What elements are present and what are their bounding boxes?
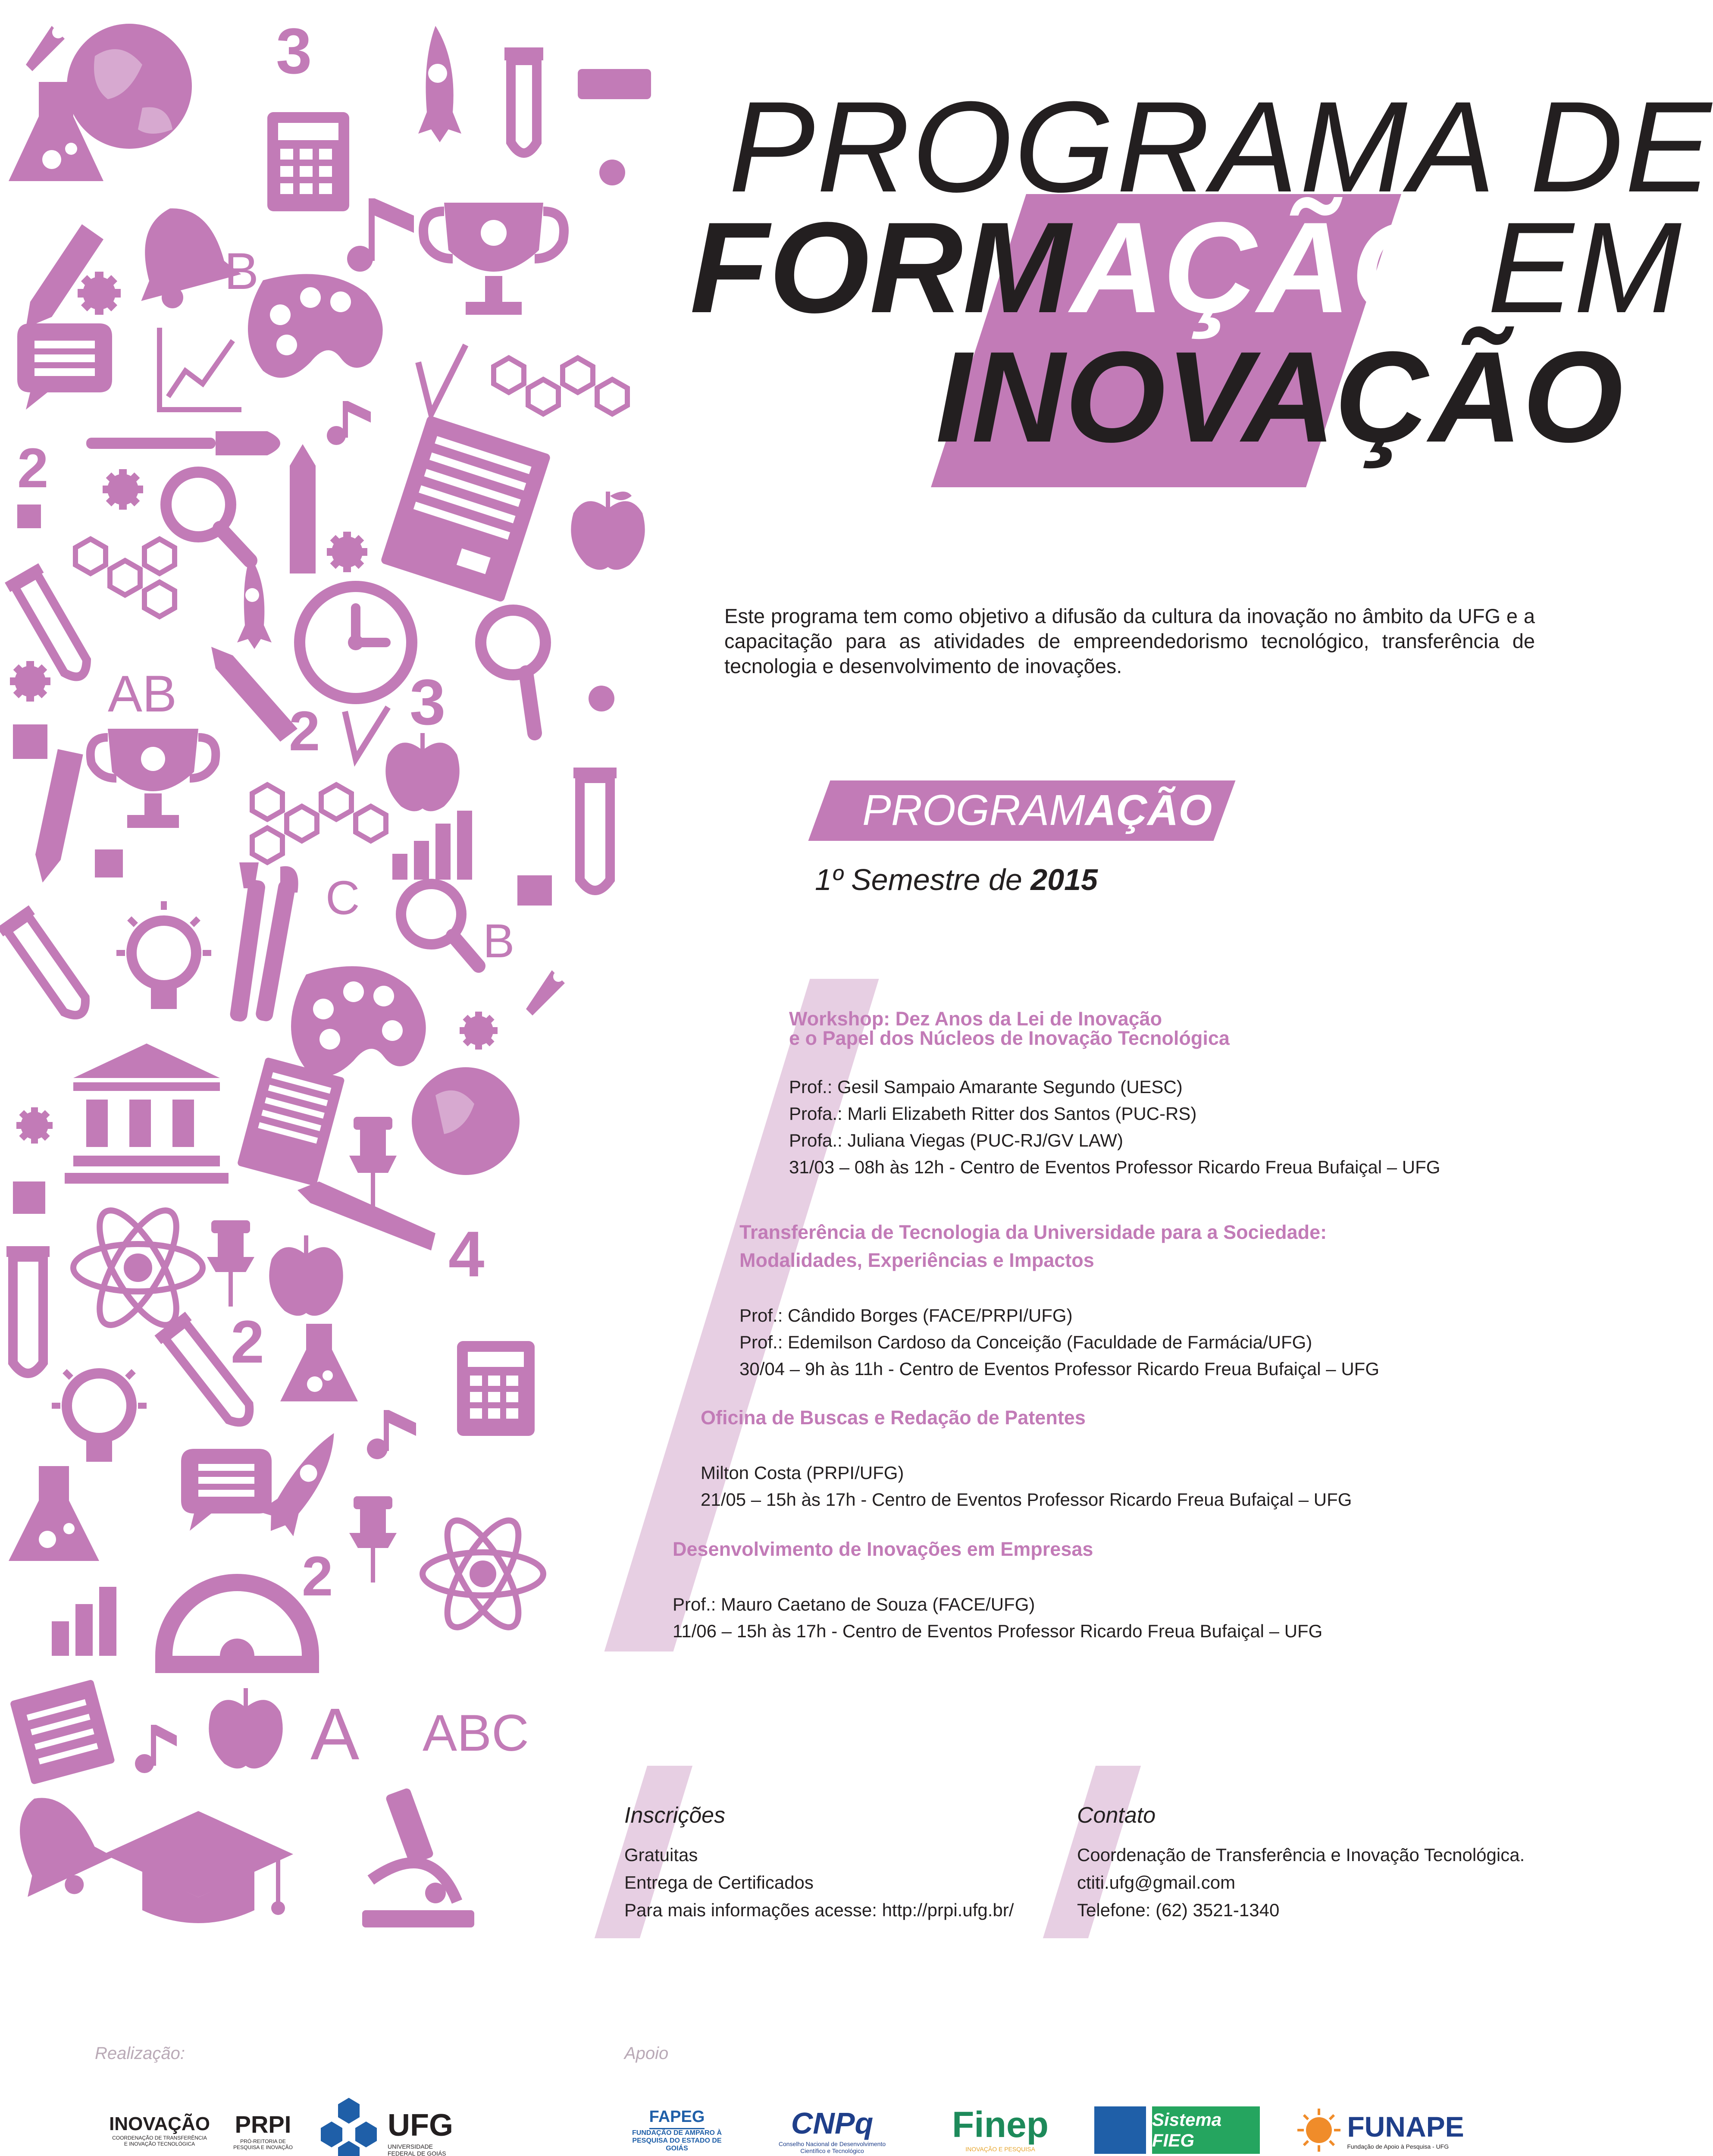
test-tube-icon bbox=[0, 906, 97, 1025]
protractor-icon bbox=[155, 1574, 319, 1673]
music-note-icon bbox=[367, 1410, 416, 1459]
event-1-line: Profa.: Juliana Viegas (PUC-RJ/GV LAW) bbox=[789, 1130, 1123, 1150]
molecule-icon bbox=[75, 539, 175, 617]
title-line-2 bbox=[690, 195, 1682, 340]
funape-sun-icon bbox=[1295, 2106, 1343, 2154]
bell-icon bbox=[120, 195, 241, 308]
event-1-line: Profa.: Marli Elizabeth Ritter dos Santos (PUC-RS) bbox=[789, 1103, 1197, 1124]
prpi-logo bbox=[226, 2104, 300, 2156]
inscricoes-link[interactable]: Para mais informações acesse: http://prpi.ufg.br/ bbox=[624, 1900, 1014, 1920]
event-3-line: 21/05 – 15h às 17h - Centro de Eventos Professor Ricardo Freua Bufaiçal – UFG bbox=[701, 1489, 1352, 1510]
funape-logo bbox=[1276, 2100, 1483, 2156]
event-2-line: Prof.: Edemilson Cardoso da Conceição (Faculdade de Farmácia/UFG) bbox=[739, 1332, 1312, 1352]
music-note-icon bbox=[135, 1725, 177, 1773]
paintbrush-icon bbox=[229, 862, 298, 1022]
event-2-line: Prof.: Cândido Borges (FACE/PRPI/UFG) bbox=[739, 1305, 1073, 1326]
event-2-line: 30/04 – 9h às 11h - Centro de Eventos Professor Ricardo Freua Bufaiçal – UFG bbox=[739, 1359, 1379, 1379]
ufg-logo-sub: UNIVERSIDADE FEDERAL DE GOIÁS bbox=[388, 2143, 446, 2156]
inscricoes-line: Gratuitas bbox=[624, 1845, 698, 1865]
bar-chart-icon bbox=[392, 811, 472, 880]
collage-svg bbox=[0, 0, 673, 1940]
fieg-emblem bbox=[1094, 2106, 1146, 2154]
palette-icon bbox=[291, 966, 426, 1076]
pen-nib-icon bbox=[526, 970, 565, 1015]
square-icon bbox=[13, 1181, 45, 1214]
molecule-icon bbox=[494, 358, 627, 414]
microscope-icon bbox=[362, 1787, 474, 1927]
lightbulb-icon bbox=[52, 1371, 147, 1462]
title-line-3 bbox=[936, 324, 1623, 469]
minus-icon bbox=[578, 69, 651, 99]
document-icon bbox=[380, 415, 551, 602]
title-formacao-a: FORM bbox=[690, 195, 1071, 340]
realizacao-label: Realização: bbox=[95, 2044, 185, 2063]
semester-prefix: 1º Semestre de bbox=[815, 863, 1031, 896]
apoio-label: Apoio bbox=[624, 2044, 669, 2063]
globe-icon bbox=[67, 24, 192, 149]
paintbrush-icon bbox=[86, 431, 280, 455]
lightbulb-icon bbox=[116, 901, 211, 1009]
title-inovacao-b: AÇÃO bbox=[1242, 324, 1623, 469]
fapeg-logo-sub: FUNDAÇÃO DE AMPARO À PESQUISA DO ESTADO DE GOIÁS bbox=[632, 2129, 722, 2152]
inovacao-logo-name: INOVAÇÃO bbox=[109, 2113, 210, 2134]
check-icon bbox=[418, 345, 466, 414]
apple-icon bbox=[385, 733, 459, 811]
pen-nib-icon bbox=[26, 26, 65, 71]
event-3-line: Milton Costa (PRPI/UFG) bbox=[701, 1463, 904, 1483]
event-1-line: 31/03 – 08h às 12h - Centro de Eventos Professor Ricardo Freua Bufaiçal – UFG bbox=[789, 1157, 1441, 1177]
gear-icon bbox=[16, 1107, 53, 1144]
glyph-2: 2 bbox=[17, 436, 49, 499]
clock-icon bbox=[300, 586, 412, 699]
bar-chart-icon bbox=[52, 1587, 116, 1656]
pushpin-icon bbox=[349, 1496, 397, 1583]
graduation-cap-icon bbox=[103, 1811, 293, 1923]
apple-icon bbox=[209, 1688, 282, 1768]
flask-icon bbox=[9, 1466, 99, 1561]
test-tube-icon bbox=[504, 47, 543, 153]
fapeg-logo bbox=[623, 2100, 731, 2156]
glyph-ab: AB bbox=[108, 665, 177, 723]
glyph-b: B bbox=[224, 242, 259, 300]
contato-phone: Telefone: (62) 3521-1340 bbox=[1077, 1900, 1280, 1920]
calculator-icon bbox=[457, 1341, 535, 1436]
finep-logo bbox=[923, 2096, 1078, 2156]
chat-bubble-icon bbox=[17, 323, 112, 410]
rocket-icon bbox=[237, 556, 272, 649]
event-1-title-1: Workshop: Dez Anos da Lei de Inovação bbox=[789, 1008, 1162, 1030]
square-icon bbox=[17, 505, 41, 528]
ufg-logo-name: UFG bbox=[388, 2108, 453, 2143]
event-4-line: 11/06 – 15h às 17h - Centro de Eventos Professor Ricardo Freua Bufaiçal – UFG bbox=[673, 1621, 1323, 1641]
semester-label bbox=[815, 862, 1098, 897]
title-formacao-b: AÇÃO bbox=[1071, 195, 1452, 340]
glyph-2: 2 bbox=[289, 699, 320, 762]
rocket-icon bbox=[418, 26, 461, 142]
inovacao-logo-sub: COORDENAÇÃO DE TRANSFERÊNCIA E INOVAÇÃO TECNOLÓGICA bbox=[112, 2135, 207, 2147]
contato-heading: Contato bbox=[1077, 1803, 1156, 1828]
square-icon bbox=[13, 724, 47, 759]
gear-icon bbox=[10, 661, 50, 702]
inovacao-logo bbox=[106, 2104, 213, 2156]
test-tube-icon bbox=[573, 768, 617, 890]
inscricoes-line: Entrega de Certificados bbox=[624, 1872, 814, 1893]
glyph-3: 3 bbox=[410, 666, 446, 738]
square-icon bbox=[95, 849, 123, 877]
cnpq-logo bbox=[759, 2100, 905, 2156]
document-icon bbox=[237, 1057, 345, 1186]
title-inovacao-a: INOV bbox=[936, 324, 1243, 469]
calculator-icon bbox=[267, 112, 349, 211]
music-note-icon bbox=[347, 198, 414, 272]
flask-icon bbox=[280, 1324, 358, 1401]
cnpq-logo-name: CNPq bbox=[791, 2106, 874, 2140]
pencil-icon bbox=[30, 749, 83, 885]
funape-logo-sub: Fundação de Apoio à Pesquisa - UFG bbox=[1347, 2143, 1449, 2150]
glyph-b: B bbox=[483, 915, 515, 968]
magnifier-icon bbox=[401, 884, 479, 966]
programacao-label-a: PROGRAM bbox=[862, 786, 1085, 834]
glyph-4: 4 bbox=[448, 1218, 485, 1290]
pencil-icon bbox=[26, 224, 103, 328]
fapeg-logo-title: FAPEG bbox=[649, 2108, 705, 2129]
notepad-icon bbox=[9, 1679, 115, 1785]
prpi-logo-sub: PRÓ-REITORIA DE PESQUISA E INOVAÇÃO bbox=[233, 2138, 293, 2150]
programacao-label bbox=[862, 786, 1212, 835]
prpi-logo-name: PRPI bbox=[235, 2110, 291, 2138]
apple-icon bbox=[571, 492, 645, 570]
bell-icon bbox=[0, 1779, 121, 1913]
intro-paragraph: Este programa tem como objetivo a difusão da cultura da inovação no âmbito da UFG e a capacitação para as atividades de empreendedorismo tecnológico, transferência de tecnologia e desenvolvimento de inovações. bbox=[724, 605, 1535, 677]
molecule-icon bbox=[252, 785, 386, 862]
trophy-icon bbox=[91, 729, 216, 828]
event-1-line: Prof.: Gesil Sampaio Amarante Segundo (UESC) bbox=[789, 1077, 1183, 1097]
ufg-hexagon-icon bbox=[314, 2096, 383, 2156]
event-1-title-2: e o Papel dos Núcleos de Inovação Tecnológica bbox=[789, 1027, 1230, 1049]
event-2-title-1: Transferência de Tecnologia da Universidade para a Sociedade: bbox=[739, 1221, 1327, 1243]
gear-icon bbox=[78, 272, 121, 315]
fieg-logo bbox=[1091, 2106, 1263, 2154]
check-icon bbox=[345, 707, 388, 759]
title-line-1: PROGRAMA DE bbox=[729, 74, 1713, 219]
pencil-icon bbox=[211, 647, 298, 742]
event-4-title: Desenvolvimento de Inovações em Empresas bbox=[673, 1538, 1093, 1560]
fieg-logo-name: Sistema FIEG bbox=[1152, 2106, 1260, 2154]
gear-icon bbox=[103, 469, 143, 510]
glyph-2: 2 bbox=[231, 1308, 264, 1376]
test-tube-icon bbox=[6, 1246, 50, 1373]
cnpq-logo-sub: Conselho Nacional de Desenvolvimento Científico e Tecnológico bbox=[778, 2140, 886, 2154]
music-note-icon bbox=[327, 401, 371, 445]
finep-logo-sub: INOVAÇÃO E PESQUISA bbox=[965, 2145, 1035, 2153]
chat-bubble-icon bbox=[181, 1449, 272, 1531]
magnifier-icon bbox=[481, 610, 545, 733]
dot-icon bbox=[589, 686, 614, 711]
event-3-title: Oficina de Buscas e Redação de Patentes bbox=[701, 1407, 1086, 1429]
programacao-label-b: AÇÃO bbox=[1085, 786, 1212, 834]
education-icon-collage bbox=[0, 0, 673, 1940]
contato-line: Coordenação de Transferência e Inovação Tecnológica. bbox=[1077, 1845, 1525, 1865]
semester-year: 2015 bbox=[1030, 863, 1098, 896]
apple-icon bbox=[269, 1235, 343, 1316]
atom-icon bbox=[423, 1511, 543, 1637]
line-chart-icon bbox=[160, 328, 241, 410]
globe-icon bbox=[412, 1067, 520, 1175]
pencil-icon bbox=[298, 1181, 435, 1250]
glyph-abc: ABC bbox=[423, 1704, 529, 1762]
pushpin-icon bbox=[207, 1220, 254, 1307]
gear-icon bbox=[460, 1012, 498, 1050]
glyph-c: C bbox=[326, 871, 360, 924]
glyph-a: A bbox=[310, 1693, 360, 1775]
glyph-3: 3 bbox=[276, 15, 312, 87]
finep-logo-name: Finep bbox=[952, 2104, 1049, 2145]
pencil-icon bbox=[290, 444, 316, 573]
contato-email[interactable]: ctiti.ufg@gmail.com bbox=[1077, 1872, 1236, 1893]
magnifier-icon bbox=[166, 472, 250, 561]
funape-logo-name: FUNAPE bbox=[1347, 2111, 1464, 2143]
inscricoes-heading: Inscrições bbox=[624, 1803, 726, 1828]
square-icon bbox=[517, 875, 552, 906]
dot-icon bbox=[599, 160, 625, 185]
ufg-logo bbox=[313, 2096, 455, 2156]
event-4-line: Prof.: Mauro Caetano de Souza (FACE/UFG) bbox=[673, 1594, 1035, 1614]
title-em: EM bbox=[1451, 195, 1682, 340]
pushpin-icon bbox=[349, 1117, 397, 1212]
trophy-icon bbox=[423, 203, 564, 315]
palette-icon bbox=[248, 274, 383, 378]
building-icon bbox=[65, 1044, 229, 1184]
glyph-2: 2 bbox=[302, 1545, 333, 1608]
gear-icon bbox=[327, 532, 367, 572]
event-2-title-2: Modalidades, Experiências e Impactos bbox=[739, 1249, 1094, 1271]
